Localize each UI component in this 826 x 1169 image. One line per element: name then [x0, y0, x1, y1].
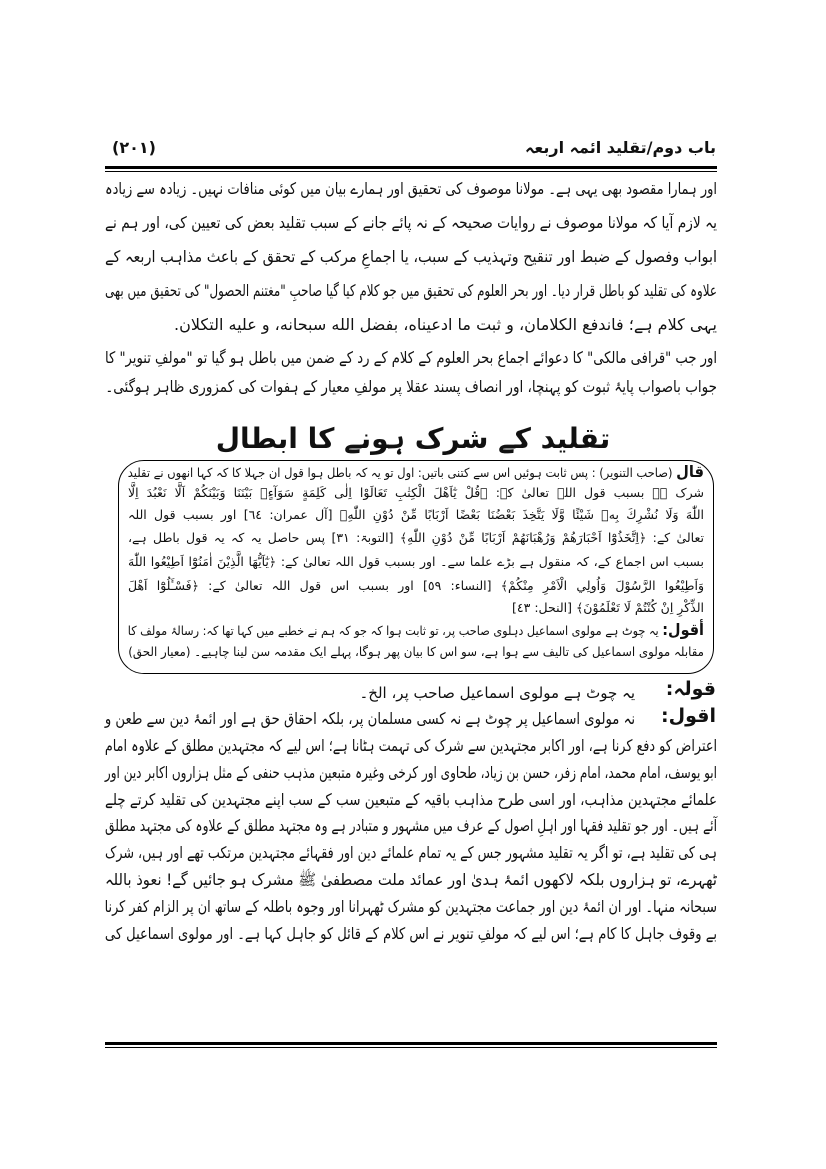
page-number: (۲۰۱) — [112, 138, 156, 157]
text-line: ہی کی تقلید ہے، تو اگر یہ تقلید مشہور جس کے یہ تمام علمائے دین اور فقہائے مجتہدین مرتکب تھے اور ہیں، شرک — [105, 843, 717, 862]
text-line: اعتراض کو دفع کرنا ہے، اور اکابر مجتہدین سے شرک کی تہمت ہٹانا ہے؛ اس لیے کہ مجتہدین مطلق کے علاوہ امام — [104, 736, 718, 755]
qawluhu-label: قولہ: — [665, 678, 716, 700]
text-line: علمائے مجتہدین مذاہب، اور اسی طرح مذاہب باقیہ کے متبعین سب کے سب اپنے مجتہدین کی تقلید کرتے چلے — [104, 790, 718, 809]
footer-rule — [105, 1042, 717, 1045]
aqool-label: أقول: — [662, 620, 704, 639]
footer-rule-thin — [105, 1047, 717, 1048]
quote-line: شرک ہے بسبب قول اللہ تعالیٰ کے: ﴿قُلْ يٰٓاَهْلَ الْكِتٰبِ تَعَالَوْا اِلٰى كَلِمَةٍ سَوَآءٍۢ بَيْنَنَا وَبَيْنَكُمْ اَلَّا نَعْبُدَ اِلَّا — [128, 485, 704, 500]
text-line: علاوہ کی تقلید کو باطل قرار دیا۔ اور بحر العلوم کی تحقیق میں جو کلام کیا گیا صاحبِ "مغتنم الحصول" کی تحقیق میں بھی — [105, 281, 717, 300]
text-line: اور جب "قرافی مالکی" کا دعوائے اجماع بحر العلوم کے کلام کے رد کے ضمن میں باطل ہو گیا تو "مولفِ تنویر" کا — [105, 348, 717, 367]
quote-text: (صاحب التنویر) : پس ثابت ہوئیں اس سے کتنی باتیں: اول تو یہ کہ باطل ہوا قول ان جہلا کا کہ کہا انھوں نے تقلید — [127, 465, 673, 480]
text-line: جواب باصواب پایۂ ثبوت کو پہنچا، اور انصاف پسند عقلا پر مولفِ معیار کے ہفوات کی کمزوری ظاہر ہوگئی۔ — [105, 377, 717, 396]
running-header-chapter: باب دوم/تقلید ائمہ اربعہ — [524, 138, 716, 157]
text-line: ابو یوسف، امام محمد، امام زفر، حسن بن زیاد، طحاوی اور کرخی وغیرہ متبعین مذہب حنفی کے مثل ہزاروں اکابر دین اور — [104, 763, 717, 782]
quote-line: وَاَطِيْعُوا الرَّسُوْلَ وَاُولِي الْاَمْرِ مِنْكُمْ﴾ [النساء: ٥٩] اور بسبب اس قول اللہ تعالیٰ کے: ﴿فَسْـَٔلُوْٓا اَهْلَ — [128, 578, 704, 593]
quote-line: بسبب اس اجماع کے، کہ منقول ہے بڑے علما سے۔ اور بسبب قول اللہ تعالیٰ کے: ﴿يٰٓاَيُّهَا الَّذِيْنَ اٰمَنُوْٓا اَطِيْعُوا اللّٰهَ — [128, 554, 704, 569]
text-line: ابواب وفصول کے ضبط اور تنقیح وتہذیب کے سبب، یا اجماعِ مرکب کے تحقق کے باعث مذاہب اربعہ کے — [105, 247, 717, 266]
text-line: آئے ہیں۔ اور جو تقلید فقہا اور اہلِ اصول کے عرف میں مشہور و متبادر ہے وہ مجتہد مطلق کے علاوہ کی مجتہد مطلق — [105, 816, 717, 835]
section-title: تقلید کے شرک ہونے کا ابطال — [215, 422, 611, 455]
text-line: ٹھہرے، تو ہزاروں بلکہ لاکھوں ائمۂ ہدیٰ اور عمائد ملت مصطفیٰ ﷺ مشرک ہو جائیں گے! نعوذ باللہ — [105, 870, 717, 889]
text-line: نہ مولوی اسماعیل پر چوٹ ہے نہ کسی مسلمان پر، بلکہ احقاق حق ہے اور ائمۂ دین سے طعن و — [104, 709, 635, 728]
quote-line — [128, 620, 704, 641]
text-line: بے وقوف جاہل کا کام ہے؛ اس لیے کہ مولفِ تنویر نے اس کلام کے قائل کو جاہل کہا ہے۔ اور مولوی اسماعیل کی — [104, 924, 717, 943]
text-line: یہی کلام ہے؛ فاندفع الكلامان، و ثبت ما ادعيناه، بفضل الله سبحانه، و عليه التكلان. — [174, 315, 717, 334]
text-line: یہ لازم آیا کہ مولانا موصوف نے روایات صحیحہ کے نہ پائے جانے کے سبب تقلید بعض کی تعیین کی، اور ہم نے — [105, 213, 717, 232]
header-rule-thin — [105, 171, 717, 172]
quote-line: تعالیٰ کے: ﴿اِتَّخَذُوْٓا اَحْبَارَهُمْ وَرُهْبَانَهُمْ اَرْبَابًا مِّنْ دُوْنِ اللّٰهِ﴾ [التوبۃ: ٣١] پس حاصل یہ کہ یہ قول باطل ہے، — [128, 530, 704, 545]
quote-line: الذِّكْرِ اِنْ كُنْتُمْ لَا تَعْلَمُوْنَ﴾ [النحل: ٤٣] — [512, 600, 704, 615]
aqool-label: اقول: — [661, 705, 716, 727]
qala-label: قال — [676, 462, 704, 481]
header-rule — [105, 166, 717, 169]
quote-line: مقابلہ مولوی اسماعیل کی تالیف سے ہوا ہے، سو اس کا بیان پھر ہوگا، پہلے ایک مقدمہ سن لینا چاہیے۔ (معیار الحق) — [128, 644, 705, 659]
qawluhu-text: یہ چوٹ ہے مولوی اسماعیل صاحب پر، الخ۔ — [359, 684, 635, 702]
quote-line: اللّٰهَ وَلَا نُشْرِكَ بِهٖ شَيْئًا وَّلَا يَتَّخِذَ بَعْضُنَا بَعْضًا اَرْبَابًا مِّنْ دُوْنِ اللّٰهِ﴾ [آل عمران: ٦٤] اور بسبب قول اللہ — [128, 507, 704, 522]
quote-line — [128, 462, 704, 483]
text-line: اور ہمارا مقصود بھی یہی ہے۔ مولانا موصوف کی تحقیق اور ہمارے بیان میں کوئی منافات نہیں۔ زیادہ سے زیادہ — [105, 179, 717, 198]
text-line: سبحانہ منہا۔ اور ان ائمۂ دین اور جماعت مجتہدین کو مشرک ٹھہرانا اور وجوہ باطلہ کے ساتھ ان پر الزام کفر کرنا — [104, 897, 717, 916]
quote-text: یہ چوٹ ہے مولوی اسماعیل دہلوی صاحب پر، تو ثابت ہوا کہ جو کہ ہم نے خطبے میں کہا تھا کہ: رسالۂ مولف کا — [127, 623, 659, 638]
